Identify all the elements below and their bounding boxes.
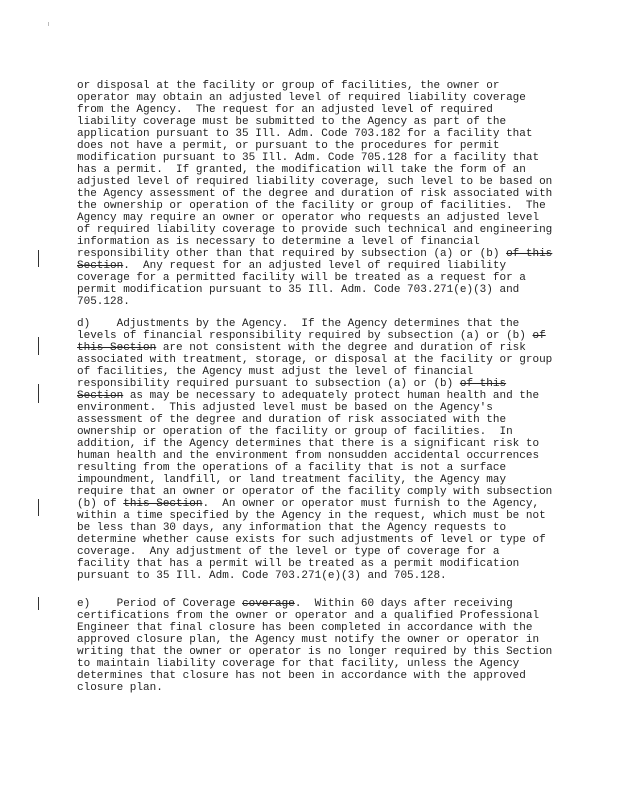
text-line (77, 80, 499, 92)
text-run: be less than 30 days, any information that the Agency requests to (77, 522, 507, 534)
text-line (77, 450, 539, 462)
revision-bar (38, 337, 39, 355)
text-run: has a permit. If granted, the modification will take the form of an (77, 164, 526, 176)
text-run: Engineer that final closure has been completed in accordance with the (77, 622, 533, 634)
text-run: coverage for a permitted facility will be treated as a request for a (77, 272, 526, 284)
text-line (77, 486, 552, 498)
text-line (77, 402, 493, 414)
text-run: environment. This adjusted level must be based on the Agency's (77, 402, 493, 414)
text-run: Agency may require an owner or operator who requests an adjusted level (77, 212, 540, 224)
text-run: adjusted level of required liability coverage, such level to be based on (77, 176, 553, 188)
text-line (77, 546, 499, 558)
text-run: operator may obtain an adjusted level of required liability coverage (77, 92, 526, 104)
text-run: . Within 60 days after receiving (294, 598, 513, 610)
text-line (77, 116, 506, 128)
text-run: are not consistent with the degree and duration of risk (156, 342, 526, 354)
scan-mark (48, 22, 49, 26)
text-run: responsibility other than that required by subsection (a) or (b) (77, 248, 507, 260)
text-line (77, 570, 447, 582)
deleted-text: this Section (77, 342, 157, 354)
text-line (77, 658, 519, 670)
text-line (77, 366, 473, 378)
text-run: to maintain liability coverage for that facility, unless the Agency (77, 658, 520, 670)
text-run: (b) of (77, 498, 124, 510)
revision-bar (38, 384, 39, 403)
text-run: the ownership or operation of the facility or group of facilities. The (77, 200, 546, 212)
text-run: permit modification pursuant to 35 Ill. Adm. Code 703.271(e)(3) and (77, 284, 520, 296)
text-run: impoundment, landfill, or land treatment facility, the Agency may (77, 474, 507, 486)
text-run: or disposal at the facility or group of facilities, the owner or (77, 80, 500, 92)
deleted-text: coverage (242, 598, 295, 610)
text-line (77, 462, 506, 474)
text-run: certifications from the owner or operator and a qualified Professional (77, 610, 540, 622)
text-line (77, 354, 552, 366)
revision-bar (38, 250, 39, 267)
text-line (77, 188, 552, 200)
deleted-text: this Section (123, 498, 203, 510)
text-line (77, 510, 546, 522)
text-line (77, 260, 506, 272)
text-line (77, 128, 532, 140)
text-run: pursuant to 35 Ill. Adm. Code 703.271(e)(3) and 705.128. (77, 570, 447, 582)
text-run: . An owner or operator must furnish to the Agency, (202, 498, 540, 510)
text-line (77, 176, 552, 188)
revision-bar (38, 597, 39, 610)
text-line (77, 558, 519, 570)
text-run: require that an owner or operator of the facility comply with subsection (77, 486, 553, 498)
text-run: writing that the owner or operator is no longer required by this Section (77, 646, 553, 658)
text-run: responsibility required pursuant to subsection (a) or (b) (77, 378, 460, 390)
text-run: human health and the environment from nonsudden accidental occurrences (77, 450, 540, 462)
text-run: e) Period of Coverage (77, 598, 243, 610)
deleted-text: of this (459, 378, 507, 390)
text-run: of facilities, the Agency must adjust the level of financial (77, 366, 474, 378)
text-run: determine whether cause exists for such adjustments of level or type of (77, 534, 546, 546)
deleted-text: Section (77, 260, 124, 272)
text-line (77, 152, 539, 164)
text-line (77, 140, 499, 152)
text-line (77, 474, 506, 486)
text-line (77, 598, 513, 610)
text-line (77, 236, 480, 248)
text-line (77, 426, 513, 438)
text-run: closure plan. (77, 682, 163, 694)
text-line (77, 646, 552, 658)
text-line (77, 92, 526, 104)
text-run: modification pursuant to 35 Ill. Adm. Code 705.128 for a facility that (77, 152, 540, 164)
text-line (77, 104, 493, 116)
deleted-text: of (532, 330, 546, 342)
text-run: information as is necessary to determine a level of financial (77, 236, 480, 248)
text-line (77, 272, 526, 284)
text-run: assessment of the degree and duration of risk associated with the (77, 414, 507, 426)
text-run: levels of financial responsibility required by subsection (a) or (b) (77, 330, 533, 342)
text-line (77, 670, 526, 682)
text-line (77, 610, 539, 622)
text-line (77, 522, 506, 534)
text-run: does not have a permit, or pursuant to the procedures for permit (77, 140, 500, 152)
text-run: d) Adjustments by the Agency. If the Agency determines that the (77, 318, 520, 330)
text-line (77, 330, 546, 342)
text-line (77, 296, 130, 308)
text-line (77, 414, 506, 426)
text-run: of required liability coverage to provide such technical and engineering (77, 224, 553, 236)
deleted-text: Section (77, 390, 124, 402)
text-run: the Agency assessment of the degree and duration of risk associated with (77, 188, 553, 200)
text-line (77, 682, 163, 694)
text-run: approved closure plan, the Agency must notify the owner or operator in (77, 634, 540, 646)
text-line (77, 342, 526, 354)
text-run: . Any request for an adjusted level of required liability (123, 260, 507, 272)
text-line (77, 390, 539, 402)
text-run: liability coverage must be submitted to the Agency as part of the (77, 116, 507, 128)
text-line (77, 284, 519, 296)
text-line (77, 200, 546, 212)
text-run: ownership or operation of the facility or group of facilities. In (77, 426, 513, 438)
text-line (77, 438, 539, 450)
text-run: addition, if the Agency determines that there is a significant risk to (77, 438, 540, 450)
text-line (77, 622, 532, 634)
text-run: 705.128. (77, 296, 130, 308)
text-line (77, 318, 519, 330)
text-line (77, 224, 552, 236)
deleted-text: of this (506, 248, 553, 260)
text-run: associated with treatment, storage, or disposal at the facility or group (77, 354, 553, 366)
text-line (77, 212, 539, 224)
text-run: as may be necessary to adequately protect human health and the (123, 390, 540, 402)
text-run: resulting from the operations of a facility that is not a surface (77, 462, 507, 474)
text-line (77, 634, 539, 646)
text-run: application pursuant to 35 Ill. Adm. Code 703.182 for a facility that (77, 128, 533, 140)
text-run: determines that closure has not been in accordance with the approved (77, 670, 526, 682)
text-run: within a time specified by the Agency in the request, which must be not (77, 510, 546, 522)
text-run: from the Agency. The request for an adjusted level of required (77, 104, 493, 116)
text-line (77, 248, 552, 260)
text-run: facility that has a permit will be treated as a permit modification (77, 558, 520, 570)
revision-bar (38, 499, 39, 516)
text-run: coverage. Any adjustment of the level or type of coverage for a (77, 546, 500, 558)
text-line (77, 378, 506, 390)
text-line (77, 534, 546, 546)
text-line (77, 498, 539, 510)
text-line (77, 164, 526, 176)
